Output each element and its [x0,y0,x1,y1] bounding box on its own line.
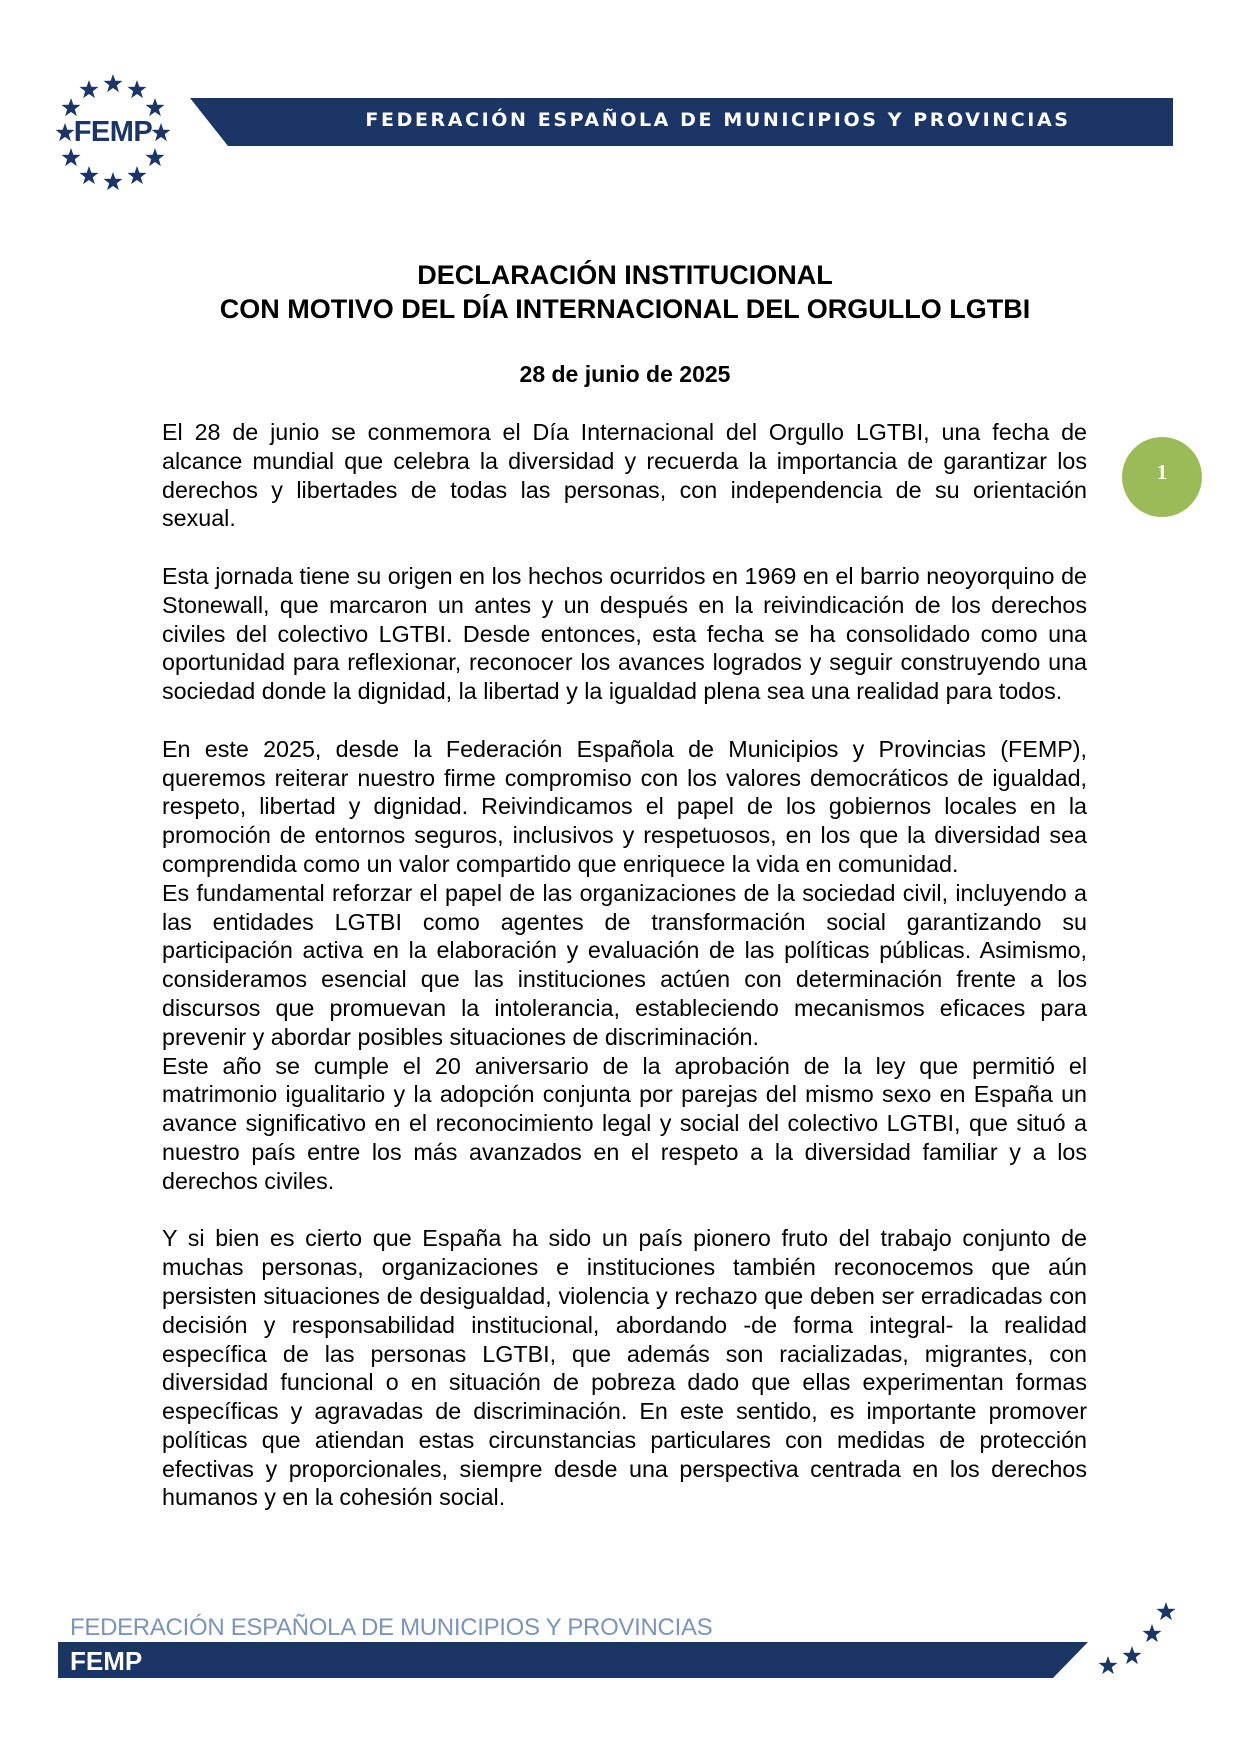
paragraph: En este 2025, desde la Federación Española de Municipios y Provincias (FEMP), queremos reiterar nuestro firme compromiso con los valores democráticos de igualdad, respeto, libertad y dignidad. Reivindicamos el papel de los gobiernos locales en la promoción de entornos seguros, inclusivos y respetuosos, en los que la diversidad sea comprendida como un valor compartido que enriquece la vida en comunidad. [162,735,1087,877]
document-title [140,258,1110,326]
femp-logo [52,72,174,194]
footer-code: FEMP [70,1646,143,1676]
footer-stars-icon [1090,1598,1180,1688]
paragraph: Y si bien es cierto que España ha sido un país pionero fruto del trabajo conjunto de muchas personas, organizaciones e instituciones también reconocemos que aún persisten situaciones de desigualdad, violencia y rechazo que deben ser erradicadas con decisión y responsabilidad institucional, abordando -de forma integral- la realidad específica de las personas LGTBI, que además son racializadas, migrantes, con diversidad funcional o en situación de pobreza dado que ellas experimentan formas específicas y agravadas de discriminación. En este sentido, es importante promover políticas que atiendan estas circunstancias particulares con medidas de protección efectivas y proporcionales, siempre desde una perspectiva centrada en los derechos humanos y en la cohesión social. [162,1225,1087,1511]
title-line-1: DECLARACIÓN INSTITUCIONAL [417,260,833,290]
footer-band [58,1642,1088,1678]
header-title: FEDERACIÓN ESPAÑOLA DE MUNICIPIOS Y PROVINCIAS [365,109,1071,131]
page-number: 1 [1156,460,1168,484]
header-band [190,98,1173,146]
page-number-badge [1122,437,1202,517]
paragraph: Esta jornada tiene su origen en los hechos ocurridos en 1969 en el barrio neoyorquino de Stonewall, que marcaron un antes y un después en la reivindicación de los derechos civiles del colectivo LGTBI. Desde entonces, esta fecha se ha consolidado como una oportunidad para reflexionar, reconocer los avances logrados y seguir construyendo una sociedad donde la dignidad, la libertad y la igualdad plena sea una realidad para todos. [162,562,1087,705]
title-line-2: CON MOTIVO DEL DÍA INTERNACIONAL DEL ORGULLO LGTBI [219,294,1031,324]
logo-text: FEMP [73,116,153,148]
paragraph: Es fundamental reforzar el papel de las organizaciones de la sociedad civil, incluyendo a las entidades LGTBI como agentes de transformación social garantizando su participación activa en la elaboración y evaluación de las políticas públicas. Asimismo, consideramos esencial que las instituciones actúen con determinación frente a los discursos que promuevan la intolerancia, estableciendo mecanismos eficaces para prevenir y abordar posibles situaciones de discriminación. [162,879,1087,1050]
paragraph: El 28 de junio se conmemora el Día Internacional del Orgullo LGTBI, una fecha de alcance mundial que celebra la diversidad y recuerda la importancia de garantizar los derechos y libertades de todas las personas, con independencia de su orientación sexual. [162,419,1087,532]
document-body [162,418,1087,1512]
document-date: 28 de junio de 2025 [519,361,731,387]
footer-organization-name: FEDERACIÓN ESPAÑOLA DE MUNICIPIOS Y PROVINCIAS [70,1614,713,1641]
footer-band-shape [58,1642,1088,1678]
paragraph: Este año se cumple el 20 aniversario de la aprobación de la ley que permitió el matrimonio igualitario y la adopción conjunta por parejas del mismo sexo en España un avance significativo en el reconocimiento legal y social del colectivo LGTBI, que situó a nuestro país entre los más avanzados en el respeto a la diversidad familiar y a los derechos civiles. [162,1052,1087,1194]
